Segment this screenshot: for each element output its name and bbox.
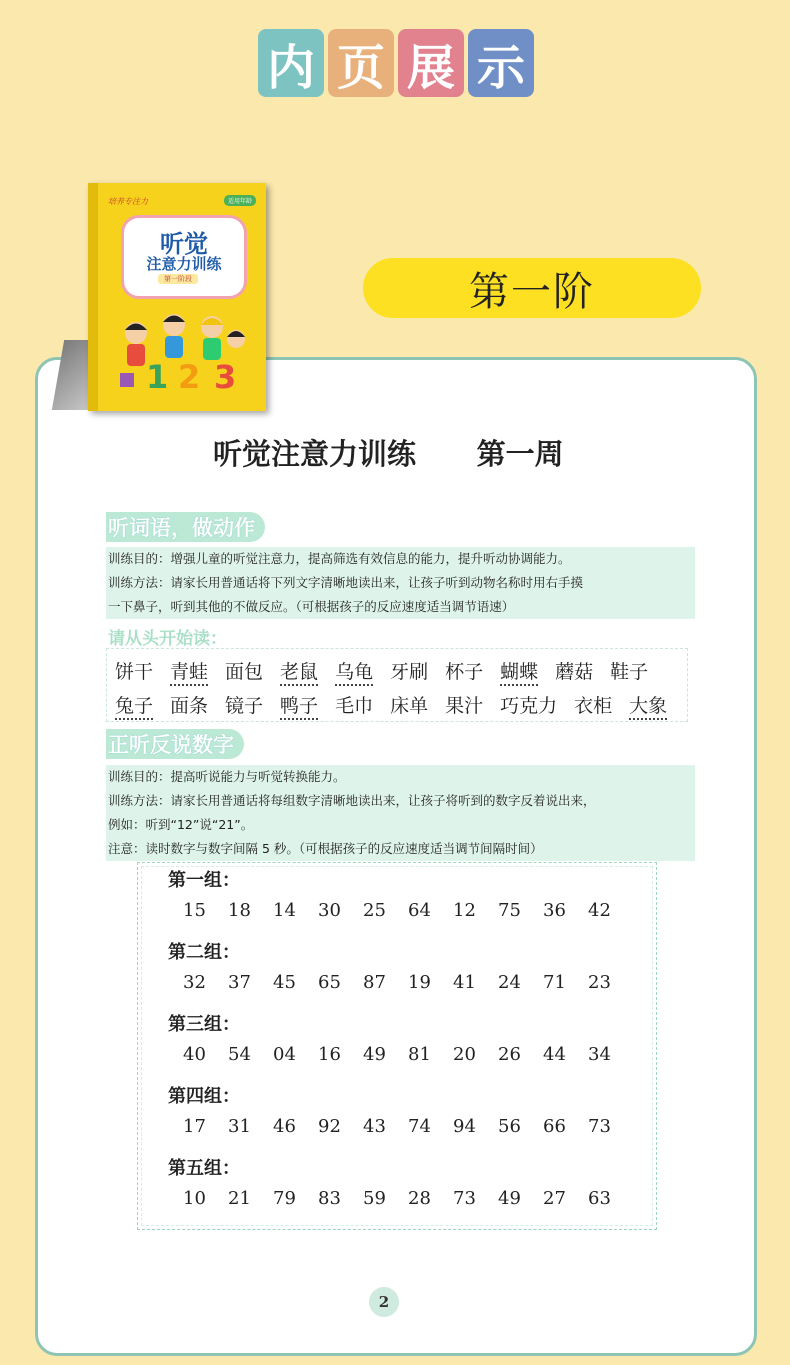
number-item: 71: [543, 972, 566, 993]
number-item: 42: [588, 900, 611, 921]
group-label: 第一组：: [168, 870, 240, 891]
children-illustration-icon: [116, 303, 251, 393]
book-brand: 培养专注力: [108, 197, 148, 206]
number-item: 92: [318, 1116, 341, 1137]
banner-char-4: 示: [468, 29, 534, 97]
number-item: 14: [273, 900, 296, 921]
number-item: 64: [408, 900, 431, 921]
section2-info-box: [106, 765, 695, 861]
banner-char-3: 展: [398, 29, 464, 97]
word-item: 床单: [390, 695, 429, 717]
number-item: 83: [318, 1188, 341, 1209]
number-item: 43: [363, 1116, 386, 1137]
number-item: 18: [228, 900, 251, 921]
group-label: 第三组：: [168, 1014, 240, 1035]
word-item-animal: 鸭子: [280, 691, 318, 720]
number-item: 04: [273, 1044, 296, 1065]
book-spine: [88, 183, 98, 411]
number-item: 56: [498, 1116, 521, 1137]
number-item: 73: [588, 1116, 611, 1137]
number-row: [172, 1116, 622, 1137]
number-item: 79: [273, 1188, 296, 1209]
read-prompt: 请从头开始读：: [108, 629, 227, 649]
number-item: 36: [543, 900, 566, 921]
word-item: 面包: [225, 661, 264, 683]
book-cover-image: [88, 183, 266, 411]
word-item-animal: 蝴蝶: [500, 657, 538, 686]
book-title-line1: 听觉: [160, 230, 208, 258]
number-item: 30: [318, 900, 341, 921]
number-item: 16: [318, 1044, 341, 1065]
number-row: [172, 900, 622, 921]
word-item: 杯子: [445, 661, 484, 683]
section1-method-cont: 一下鼻子，听到其他的不做反应。（可根据孩子的反应速度适当调节语速）: [108, 599, 515, 614]
group-label: 第四组：: [168, 1086, 240, 1107]
number-item: 41: [453, 972, 476, 993]
word-item-animal: 兔子: [115, 691, 153, 720]
number-item: 15: [183, 900, 206, 921]
number-item: 27: [543, 1188, 566, 1209]
number-item: 10: [183, 1188, 206, 1209]
word-item-animal: 乌龟: [335, 657, 373, 686]
number-item: 59: [363, 1188, 386, 1209]
book-title-line2: 注意力训练: [146, 255, 222, 273]
number-item: 73: [453, 1188, 476, 1209]
word-item: 镜子: [225, 695, 264, 717]
word-item: 饼干: [115, 661, 154, 683]
number-item: 54: [228, 1044, 251, 1065]
number-item: 25: [363, 900, 386, 921]
number-item: 87: [363, 972, 386, 993]
section1-goal: 训练目的：增强儿童的听觉注意力，提高筛选有效信息的能力，提升听动协调能力。: [108, 551, 571, 566]
number-row: [172, 1044, 622, 1065]
number-item: 63: [588, 1188, 611, 1209]
number-item: 49: [363, 1044, 386, 1065]
number-item: 65: [318, 972, 341, 993]
number-item: 34: [588, 1044, 611, 1065]
page-title: 听觉注意力训练 第一周: [213, 437, 564, 471]
word-item: 衣柜: [574, 695, 613, 717]
number-item: 40: [183, 1044, 206, 1065]
number-row: [172, 972, 622, 993]
number-item: 28: [408, 1188, 431, 1209]
number-row: [172, 1188, 622, 1209]
page-banner: [258, 29, 534, 97]
word-row-1: [115, 657, 648, 686]
word-row-2: [115, 691, 667, 720]
word-item: 果汁: [445, 695, 484, 717]
book-stage-badge: 第一阶段: [158, 274, 198, 284]
number-item: 45: [273, 972, 296, 993]
section2-method: 训练方法：请家长用普通话将每组数字清晰地读出来，让孩子将听到的数字反着说出来，: [108, 793, 596, 808]
word-item: 面条: [170, 695, 209, 717]
number-item: 12: [453, 900, 476, 921]
banner-char-1: 内: [258, 29, 324, 97]
stage-label: 第一阶: [363, 258, 701, 318]
word-item: 巧克力: [500, 695, 558, 717]
number-item: 94: [453, 1116, 476, 1137]
group-label: 第二组：: [168, 942, 240, 963]
number-item: 21: [228, 1188, 251, 1209]
svg-text:1: 1: [146, 358, 169, 393]
section2-heading: 正听反说数字: [106, 729, 244, 759]
word-item: 毛巾: [335, 695, 374, 717]
number-item: 20: [453, 1044, 476, 1065]
number-item: 37: [228, 972, 251, 993]
svg-text:2: 2: [178, 358, 201, 393]
number-item: 26: [498, 1044, 521, 1065]
number-item: 44: [543, 1044, 566, 1065]
number-item: 19: [408, 972, 431, 993]
section1-info-box: [106, 547, 695, 619]
number-item: 74: [408, 1116, 431, 1137]
group-label: 第五组：: [168, 1158, 240, 1179]
book-age-tag: 适用年龄: [224, 195, 256, 206]
section1-method: 训练方法：请家长用普通话将下列文字清晰地读出来，让孩子听到动物名称时用右手摸: [108, 575, 584, 590]
banner-char-2: 页: [328, 29, 394, 97]
section2-note: 注意：读时数字与数字间隔 5 秒。（可根据孩子的反应速度适当调节间隔时间）: [108, 841, 543, 856]
svg-text:3: 3: [214, 358, 237, 393]
number-item: 32: [183, 972, 206, 993]
word-item: 蘑菇: [555, 661, 594, 683]
book-title-frame: [121, 215, 247, 299]
section1-heading: 听词语，做动作: [106, 512, 265, 542]
number-item: 23: [588, 972, 611, 993]
page-number: 2: [369, 1287, 399, 1317]
word-item-animal: 大象: [629, 691, 667, 720]
word-item-animal: 青蛙: [170, 657, 208, 686]
number-item: 46: [273, 1116, 296, 1137]
section2-example: 例如：听到“12”说“21”。: [108, 817, 254, 832]
number-item: 49: [498, 1188, 521, 1209]
word-item: 牙刷: [390, 661, 429, 683]
number-item: 66: [543, 1116, 566, 1137]
word-list-box: [106, 648, 688, 722]
number-item: 81: [408, 1044, 431, 1065]
section2-goal: 训练目的：提高听说能力与听觉转换能力。: [108, 769, 346, 784]
number-item: 24: [498, 972, 521, 993]
number-item: 31: [228, 1116, 251, 1137]
word-item-animal: 老鼠: [280, 657, 318, 686]
number-item: 75: [498, 900, 521, 921]
number-item: 17: [183, 1116, 206, 1137]
word-item: 鞋子: [610, 661, 649, 683]
